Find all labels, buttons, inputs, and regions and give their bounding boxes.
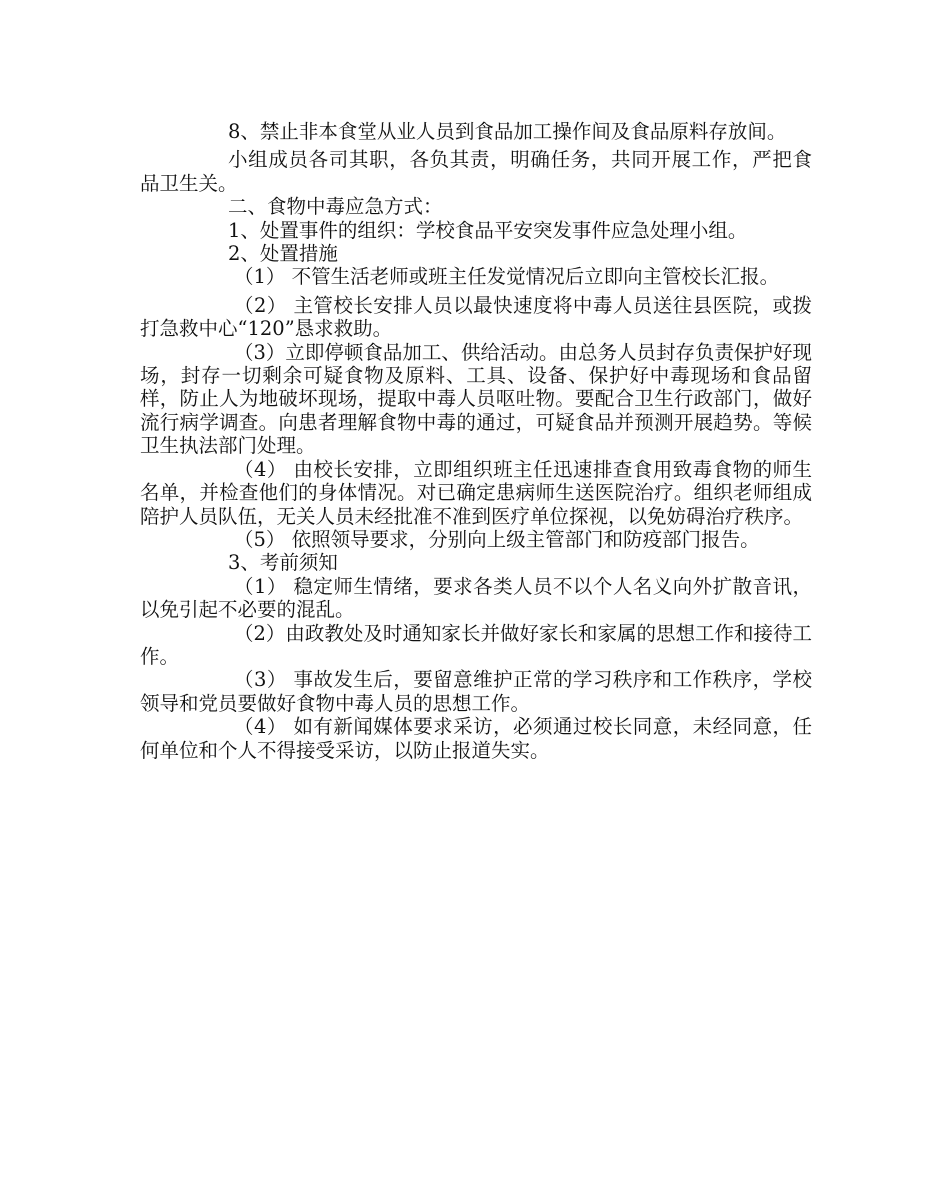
measure-item-1: （1） 不管生活老师或班主任发觉情况后立即向主管校长汇报。 <box>234 265 780 289</box>
note-item-3: （3） 事故发生后，要留意维护正常的学习秩序和工作秩序，学校领导和党员要做好食物中毒人员的思想工作。 <box>140 668 812 715</box>
measure-item-4: （4） 由校长安排，立即组织班主任迅速排查食用致毒食物的师生名单，并检查他们的身体情况。对已确定患病师生送医院治疗。组织老师组成陪护人员队伍，无关人员未经批准不准到医疗单位探视，以免妨碍治疗秩序。 <box>140 457 812 528</box>
measure-item-5: （5） 依照领导要求，分别向上级主管部门和防疫部门报告。 <box>234 527 760 551</box>
measure-item-2: （2） 主管校长安排人员以最快速度将中毒人员送往县医院，或拨打急救中心“120”恳求救助。 <box>140 293 812 341</box>
subheading-measures: 2、处置措施 <box>228 242 338 266</box>
subheading-notes: 3、考前须知 <box>228 551 338 575</box>
paragraph-organization: 1、处置事件的组织：学校食品平安突发事件应急处理小组。 <box>228 218 748 242</box>
section-heading-poisoning-response: 二、食物中毒应急方式： <box>228 195 443 219</box>
paragraph-rule-8: 8、禁止非本食堂从业人员到食品加工操作间及食品原料存放间。 <box>228 120 787 143</box>
paragraph-team-duties: 小组成员各司其职，各负其责，明确任务，共同开展工作，严把食品卫生关。 <box>140 148 812 195</box>
note-item-1: （1） 稳定师生情绪，要求各类人员不以个人名义向外扩散音讯，以免引起不必要的混乱。 <box>140 574 812 622</box>
document-body <box>140 120 812 762</box>
note-item-4: （4） 如有新闻媒体要求采访，必须通过校长同意，未经同意，任何单位和个人不得接受采访，以防止报道失实。 <box>140 715 812 762</box>
note-item-2: （2）由政教处及时通知家长并做好家长和家属的思想工作和接待工作。 <box>140 621 812 668</box>
measure-item-3: （3）立即停顿食品加工、供给活动。由总务人员封存负责保护好现场，封存一切剩余可疑食物及原料、工具、设备、保护好中毒现场和食品留样，防止人为地破坏现场，提取中毒人员呕吐物。要配合卫生行政部门，做好流行病学调查。向患者理解食物中毒的通过，可疑食品并预测开展趋势。等候卫生执法部门处理。 <box>140 340 812 458</box>
